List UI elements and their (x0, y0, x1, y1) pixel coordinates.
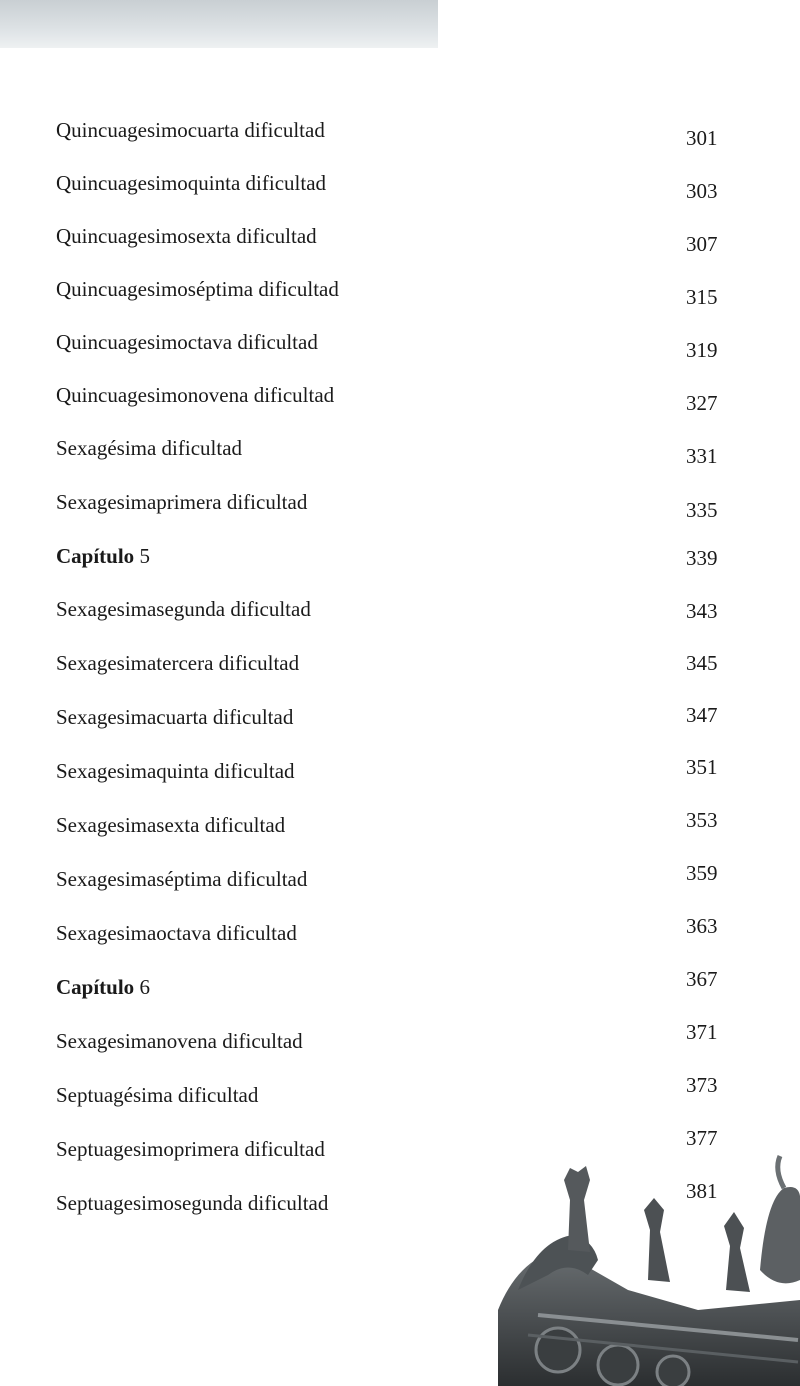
toc-entry (0, 489, 800, 529)
toc-entry-title: Sexagesimasegunda dificultad (56, 597, 311, 621)
toc-entry-title: Quincuagesimoctava dificultad (56, 330, 318, 354)
toc-entry (0, 914, 800, 960)
toc-entry-page: 307 (686, 232, 718, 256)
toc-entry-title: Sexagesimasexta dificultad (56, 813, 286, 837)
roof-ornament-image (498, 1140, 800, 1386)
toc-entry (0, 276, 800, 316)
toc-entry-page: 363 (686, 914, 718, 938)
toc-entry-title: Sexagesimaquinta dificultad (56, 759, 295, 783)
chapter-number: 5 (139, 544, 150, 568)
toc-entry-page: 335 (686, 498, 718, 522)
toc-entry-title: Sexagesimatercera dificultad (56, 651, 300, 675)
toc-chapter-title (56, 974, 150, 1000)
toc-entry (0, 382, 800, 422)
toc-entry-title: Sexagesimanovena dificultad (56, 1029, 303, 1053)
toc-entry (0, 596, 800, 636)
toc-entry-page: 315 (686, 285, 718, 309)
toc-entry-page: 373 (686, 1073, 718, 1097)
toc-entry-page: 331 (686, 444, 718, 468)
toc-entry-page: 351 (686, 755, 718, 779)
chapter-label: Capítulo (56, 975, 135, 999)
chapter-label: Capítulo (56, 544, 135, 568)
toc-entry-title: Quincuagesimoquinta dificultad (56, 171, 327, 195)
toc-entry-page: 301 (686, 126, 718, 150)
toc-entry (0, 1073, 800, 1122)
toc-entry-page: 377 (686, 1126, 718, 1150)
toc-entry (0, 861, 800, 906)
toc-entry (0, 650, 800, 690)
toc-entry-page: 367 (686, 967, 718, 991)
toc-entry-title: Sexagesimaséptima dificultad (56, 867, 308, 891)
toc-entry-page: 359 (686, 861, 718, 885)
toc-entry (0, 329, 800, 369)
toc-entry-title: Sexagesimaprimera dificultad (56, 490, 308, 514)
toc-entry-title: Quincuagesimosexta dificultad (56, 224, 317, 248)
toc-entry (0, 435, 800, 475)
toc-entry-page: 371 (686, 1020, 718, 1044)
toc-entry (0, 704, 800, 744)
toc-entry-page: 345 (686, 651, 718, 675)
toc-entry-title: Septuagesimosegunda dificultad (56, 1191, 329, 1215)
toc-chapter-heading (0, 543, 800, 583)
toc-entry-title: Sexagésima dificultad (56, 436, 243, 460)
toc-entry-title: Septuagésima dificultad (56, 1083, 259, 1107)
toc-entry (0, 808, 800, 852)
toc-chapter-heading (0, 967, 800, 1014)
toc-entry-title: Sexagesimacuarta dificultad (56, 705, 294, 729)
toc-entry-page: 303 (686, 179, 718, 203)
chapter-number: 6 (139, 975, 150, 999)
toc-entry-page: 327 (686, 391, 718, 415)
toc-entry-page: 347 (686, 703, 718, 727)
toc-chapter-title (56, 543, 150, 569)
toc-entry (0, 170, 800, 210)
toc-entry-page: 381 (686, 1179, 718, 1203)
toc-entry-page: 319 (686, 338, 718, 362)
toc-entry (0, 223, 800, 263)
toc-entry-title: Sexagesimaoctava dificultad (56, 921, 297, 945)
toc-entry-page: 353 (686, 808, 718, 832)
toc-entry-page: 339 (686, 546, 718, 570)
toc-entry (0, 755, 800, 798)
toc-entry-title: Septuagesimoprimera dificultad (56, 1137, 325, 1161)
toc-entry-title: Quincuagesimoséptima dificultad (56, 277, 339, 301)
toc-entry (0, 1020, 800, 1068)
toc-entry (0, 117, 800, 157)
toc-entry-title: Quincuagesimocuarta dificultad (56, 118, 325, 142)
toc-entry-page: 343 (686, 599, 718, 623)
toc-entry-title: Quincuagesimonovena dificultad (56, 383, 335, 407)
